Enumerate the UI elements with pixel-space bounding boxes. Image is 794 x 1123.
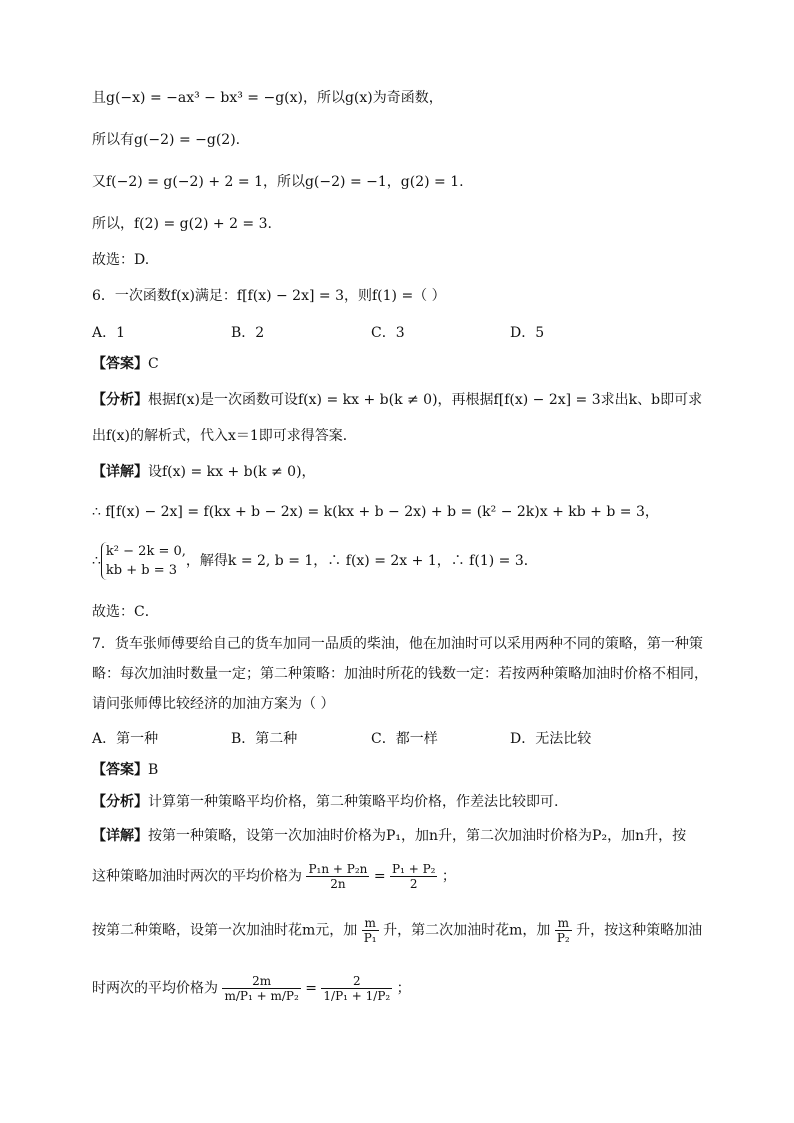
fraction-m-p1: $\frac{m}{\text{P₁}}$ bbox=[363, 916, 377, 945]
select-6: 故选：C． bbox=[92, 604, 159, 620]
equation-2: kb + b = 3 bbox=[105, 563, 178, 578]
option-c: C．都一样 bbox=[371, 731, 438, 747]
detail-text: 设f(x) = kx + b(k ≠ 0)， bbox=[148, 464, 316, 480]
analysis-6-cont: 出f(x)的解析式，代入x＝1即可求得答案． bbox=[92, 428, 357, 444]
answer-6 bbox=[92, 354, 159, 374]
analysis-label: 【分析】 bbox=[92, 794, 148, 810]
fraction-average-1: $\frac{\text{P₁n + P₂n}}{2n}$ bbox=[308, 862, 368, 891]
analysis-6 bbox=[92, 390, 702, 410]
analysis-text: 根据f(x)是一次函数可设f(x) = kx + b(k ≠ 0)，再根据f[f(x) − 2x] = 3求出k、b即可求 bbox=[148, 392, 703, 408]
option-a: A．1 bbox=[92, 325, 126, 341]
answer-value: C bbox=[148, 356, 159, 372]
text-line: 又f(−2) = g(−2) + 2 = 1，所以g(−2) = −1，g(2) = 1. bbox=[92, 174, 464, 190]
detail-7-line2: 这种策略加油时两次的平均价格为 $\frac{\text{P₁n + P₂n}}{2n}$ = $\frac{\text{P₁ + P₂}}{2}$ ； bbox=[92, 862, 456, 891]
therefore-symbol: ∴ bbox=[92, 553, 101, 569]
solution-text: ，解得k = 2, b = 1，∴ f(x) = 2x + 1，∴ f(1) = 3． bbox=[185, 553, 538, 569]
answer-value: B bbox=[148, 762, 159, 778]
equation-1: k² − 2k = 0, bbox=[105, 544, 186, 559]
text-line: 所以，f(2) = g(2) + 2 = 3. bbox=[92, 216, 272, 232]
detail-text: 按第一种策略，设第一次加油时价格为P₁，加n升，第二次加油时价格为P₂，加n升，按 bbox=[148, 828, 687, 844]
text-line: 且g(−x) = −ax³ − bx³ = −g(x)，所以g(x)为奇函数， bbox=[92, 90, 443, 106]
option-c: C．3 bbox=[371, 325, 405, 341]
fraction-harmonic-2: $\frac{2}{\text{1/P₁ + 1/P₂}}$ bbox=[323, 974, 391, 1003]
answer-7 bbox=[92, 760, 158, 780]
option-b: B．第二种 bbox=[231, 731, 298, 747]
detail-label: 【详解】 bbox=[92, 464, 148, 480]
detail-6-line2: ∴ f[f(x) − 2x] = f(kx + b − 2x) = k(kx + b − 2x) + b = (k² − 2k)x + kb + b = 3， bbox=[92, 504, 659, 520]
analysis-7 bbox=[92, 792, 558, 812]
option-d: D．无法比较 bbox=[510, 731, 592, 747]
question-7-line1: 7．货车张师傅要给自己的货车加同一品质的柴油，他在加油时可以采用两种不同的策略，第一种策 bbox=[92, 636, 703, 652]
question-7-line2: 略：每次加油时数量一定；第二种策略：加油时所花的钱数一定：若按两种策略加油时价格不相同， bbox=[92, 666, 708, 682]
option-d: D．5 bbox=[510, 325, 545, 341]
detail-6-line3 bbox=[92, 542, 538, 580]
analysis-label: 【分析】 bbox=[92, 392, 148, 408]
option-a: A．第一种 bbox=[92, 731, 159, 747]
option-b: B．2 bbox=[231, 325, 265, 341]
detail-7-line3: 按第二种策略，设第一次加油时花m元，加 $\frac{m}{\text{P₁}}$ 升，第二次加油时花m，加 $\frac{m}{\text{P₂}}$ 升，按这种策略加油 bbox=[92, 916, 703, 945]
fraction-harmonic-1: $\frac{2m}{\text{m/P₁ + m/P₂}}$ bbox=[224, 974, 299, 1003]
answer-label: 【答案】 bbox=[92, 356, 148, 372]
detail-text: 这种策略加油时两次的平均价格为 bbox=[92, 868, 302, 885]
detail-6 bbox=[92, 462, 316, 482]
fraction-average-2: $\frac{\text{P₁ + P₂}}{2}$ bbox=[392, 862, 436, 891]
question-7-line3: 请问张师傅比较经济的加油方案为（ ） bbox=[92, 696, 335, 712]
fraction-m-p2: $\frac{m}{\text{P₂}}$ bbox=[556, 916, 570, 945]
analysis-text: 计算第一种策略平均价格，第二种策略平均价格，作差法比较即可. bbox=[148, 794, 559, 810]
detail-7 bbox=[92, 826, 686, 846]
detail-label: 【详解】 bbox=[92, 828, 148, 844]
answer-label: 【答案】 bbox=[92, 762, 148, 778]
text-line: 所以有g(−2) = −g(2). bbox=[92, 132, 241, 148]
equation-system bbox=[101, 542, 186, 580]
detail-7-line4: 时两次的平均价格为 $\frac{2m}{\text{m/P₁ + m/P₂}}$ = $\frac{2}{\text{1/P₁ + 1/P₂}}$ ； bbox=[92, 974, 411, 1003]
text-line: 故选：D. bbox=[92, 252, 150, 268]
question-6: 6．一次函数f(x)满足：f[f(x) − 2x] = 3，则f(1) =（ ） bbox=[92, 288, 446, 304]
